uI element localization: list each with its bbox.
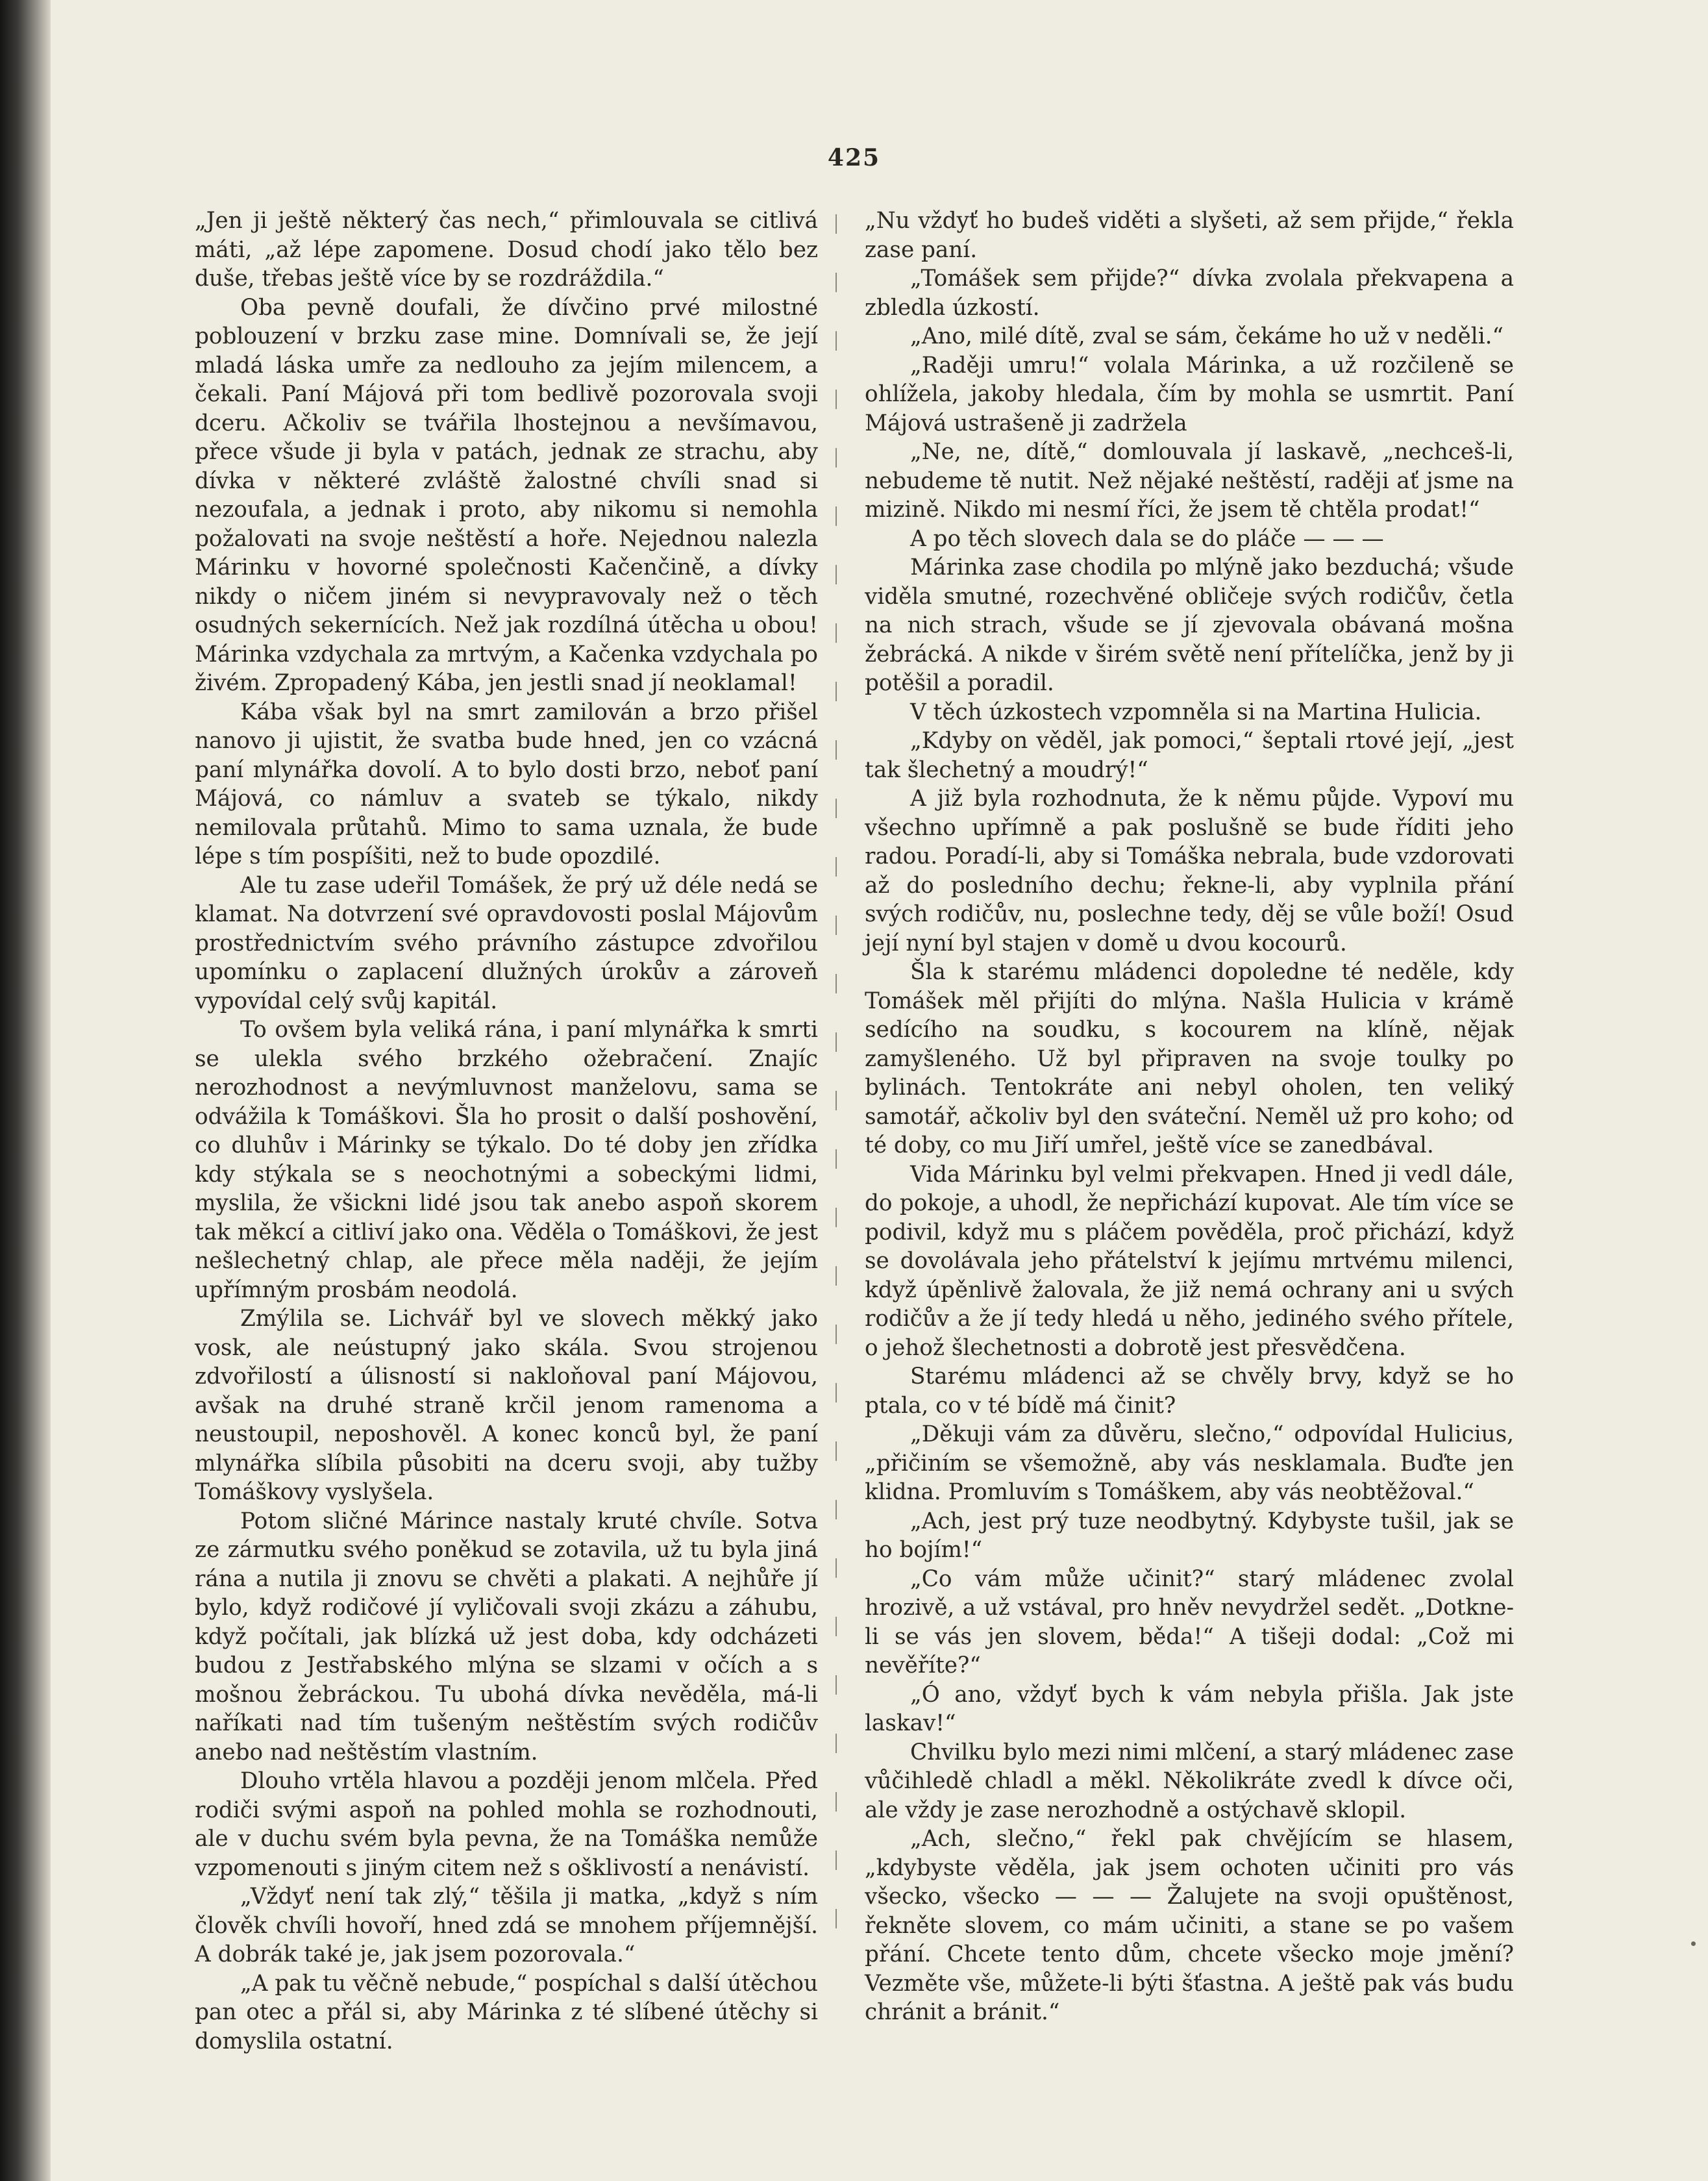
column-divider xyxy=(835,214,837,1935)
paper-speck xyxy=(1691,1941,1696,1946)
paragraph: Starému mládenci až se chvěly brvy, když se ho ptala, co v té bídě má činit? xyxy=(865,1364,1514,1419)
paragraph: „Nu vždyť ho budeš viděti a slyšeti, až sem přijde,“ řekla zase paní. xyxy=(865,208,1514,263)
right-column xyxy=(865,206,1514,2027)
paragraph: Šla k starému mládenci dopoledne té neděle, kdy Tomášek měl přijíti do mlýna. Našla Hulicia v krámě sedícího na soudku, s kocourem na klíně, nějak zamyšleného. Už byl připraven na svoje toulky po bylinách. Tentokráte ani nebyl oholen, ten veliký samotář, ačkoliv byl den sváteční. Neměl už pro koho; od té doby, co mu Jiří umřel, ještě více se zanedbával. xyxy=(865,959,1514,1158)
paragraph: Dlouho vrtěla hlavou a později jenom mlčela. Před rodiči svými aspoň na pohled mohla se rozhodnouti, ale v duchu svém byla pevna, že na Tomáška nemůže vzpomenouti s jiným citem než s ošklivostí a nenávistí. xyxy=(195,1768,818,1881)
paragraph: Oba pevně doufali, že dívčino prvé milostné poblouzení v brzku zase mine. Domnívali se, že její mladá láska umře za nedlouho za jejím milencem, a čekali. Paní Májová při tom bedlivě pozorovala svoji dceru. Ačkoliv se tvářila lhostejnou a nevšímavou, přece všude ji byla v patách, jednak ze strachu, aby dívka v některé zvláště žalostné chvíli snad si nezoufala, a jednak i proto, aby nikomu si nemohla požalovati na svoje neštěstí a hoře. Nejednou nalezla Márinku v hovorné společnosti Kačenčině, a dívky nikdy o ničem jiném si nevypravovaly než o těch osudných sekernících. Než jak rozdílná útěcha u obou! Márinka vzdychala za mrtvým, a Kačenka vzdychala po živém. Zpropadený Kába, jen jestli snad jí neoklamal! xyxy=(195,294,818,696)
paragraph: „Vždyť není tak zlý,“ těšila ji matka, „když s ním člověk chvíli hovoří, hned zdá se mnohem příjemnější. A dobrák také je, jak jsem pozorovala.“ xyxy=(195,1884,818,1967)
paragraph: „Kdyby on věděl, jak pomoci,“ šeptali rtové její, „jest tak šlechetný a moudrý!“ xyxy=(865,728,1514,783)
paragraph: To ovšem byla veliká rána, i paní mlynářka k smrti se ulekla svého brzkého ožebračení. Znajíc nerozhodnost a nevýmluvnost manželovu, sama se odvážila k Tomáškovi. Šla ho prosit o další poshovění, co dluhův i Márinky se týkalo. Do té doby jen zřídka kdy stýkala se s neochotnými a sobeckými lidmi, myslila, že všickni lidé jsou tak anebo aspoň skorem tak měkcí a citliví jako ona. Věděla o Tomáškovi, že jest nešlechetný chlap, ale přece měla naději, že jejím upřímným prosbám neodolá. xyxy=(195,1017,818,1303)
paragraph: „Tomášek sem přijde?“ dívka zvolala překvapena a zbledla úzkostí. xyxy=(865,266,1514,321)
paragraph: „Ano, milé dítě, zval se sám, čekáme ho už v neděli.“ xyxy=(910,323,1504,349)
left-column xyxy=(195,206,818,2056)
paragraph: Potom sličné Márince nastaly kruté chvíle. Sotva ze zármutku svého poněkud se zotavila, už tu byla jiná rána a nutila ji znovu se chvěti a plakati. A nejhůře jí bylo, když rodičové jí vyličovali svoji zkázu a záhubu, když počítali, jak blízká už jest doba, kdy odcházeti budou z Jestřabského mlýna se slzami v očích a s mošnou žebráckou. Tu ubohá dívka nevěděla, má-li naříkati nad tím tušeným neštěstím svých rodičův anebo nad neštěstím vlastním. xyxy=(195,1508,818,1765)
paragraph: Márinka zase chodila po mlýně jako bezduchá; všude viděla smutné, rozechvěné obličeje svých rodičův, četla na nich strach, všude se jí zjevovala obávaná mošna žebrácká. A nikde v širém světě není přítelíčka, jenž by ji potěšil a poradil. xyxy=(865,555,1514,696)
page-number: 425 xyxy=(827,144,881,171)
paragraph: „Ó ano, vždyť bych k vám nebyla přišla. Jak jste laskav!“ xyxy=(865,1681,1514,1736)
paragraph: „Raději umru!“ volala Márinka, a už rozčileně se ohlížela, jakoby hledala, čím by mohla se usmrtit. Paní Májová ustrašeně ji zadržela xyxy=(865,352,1514,436)
paragraph: A již byla rozhodnuta, že k němu půjde. Vypoví mu všechno upřímně a pak poslušně se bude říditi jeho radou. Poradí-li, aby si Tomáška nebrala, bude vzdorovati až do posledního dechu; řekne-li, aby vyplnila přání svých rodičův, nu, poslechne tedy, děj se vůle boží! Osud její nyní byl stajen v domě u dvou kocourů. xyxy=(865,786,1514,956)
paragraph: „Ach, slečno,“ řekl pak chvějícím se hlasem, „kdybyste věděla, jak jsem ochoten učiniti pro vás všecko, všecko — — — Žalujete na svoji opuštěnost, řekněte slovem, co mám učiniti, a stane se po vašem přání. Chcete tento dům, chcete všecko moje jmění? Vezměte vše, můžete-li býti šťastna. A ještě pak vás budu chránit a bránit.“ xyxy=(865,1826,1514,2025)
paragraph: „Co vám může učinit?“ starý mládenec zvolal hrozivě, a už vstával, pro hněv nevydržel sedět. „Dotkne-li se vás jen slovem, běda!“ A tišeji dodal: „Což mi nevěříte?“ xyxy=(865,1565,1514,1678)
paragraph: „Děkuji vám za důvěru, slečno,“ odpovídal Hulicius, „přičiním se všemožně, aby vás nesklamala. Buďte jen klidna. Promluvím s Tomáškem, aby vás neobtěžoval.“ xyxy=(865,1421,1514,1505)
paragraph: Vida Márinku byl velmi překvapen. Hned ji vedl dále, do pokoje, a uhodl, že nepřichází kupovat. Ale tím více se podivil, když mu s pláčem pověděla, proč přichází, když se dovolávala jeho přátelství k jejímu mrtvému milenci, když úpěnlivě žalovala, že již nemá ochrany ani u svých rodičův a že jí tedy hledá u něho, jediného svého přítele, o jehož šlechetnosti a dobrotě jest přesvědčena. xyxy=(865,1161,1514,1361)
paragraph: „Jen ji ještě některý čas nech,“ přimlouvala se citlivá máti, „až lépe zapomene. Dosud chodí jako tělo bez duše, třebas ještě více by se rozdráždila.“ xyxy=(195,208,818,292)
paragraph: „Ach, jest prý tuze neodbytný. Kdybyste tušil, jak se ho bojím!“ xyxy=(865,1508,1514,1563)
paragraph: Kába však byl na smrt zamilován a brzo přišel nanovo ji ujistit, že svatba bude hned, jen co vzácná paní mlynářka dovolí. A to bylo dosti brzo, neboť paní Májová, co námluv a svateb se týkalo, nikdy nemilovala průtahů. Mimo to sama uznala, že bude lépe s tím pospíšiti, než to bude opozdilé. xyxy=(195,699,818,869)
paragraph: Chvilku bylo mezi nimi mlčení, a starý mládenec zase vůčihledě chladl a měkl. Několikráte zvedl k dívce oči, ale vždy je zase nerozhodně a ostýchavě sklopil. xyxy=(865,1739,1514,1823)
paragraph: Ale tu zase udeřil Tomášek, že prý už déle nedá se klamat. Na dotvrzení své opravdovosti poslal Májovům prostřednictvím svého právního zástupce zdvořilou upomínku o zaplacení dlužných úrokův a zároveň vypovídal celý svůj kapitál. xyxy=(195,872,818,1014)
paragraph: A po těch slovech dala se do pláče — — — xyxy=(910,525,1384,552)
paragraph: „A pak tu věčně nebude,“ pospíchal s další útěchou pan otec a přál si, aby Márinka z té slíbené útěchy si domyslila ostatní. xyxy=(195,1970,818,2054)
book-spine-shadow xyxy=(0,0,51,2181)
paragraph: Zmýlila se. Lichvář byl ve slovech měkký jako vosk, ale neústupný jako skála. Svou strojenou zdvořilostí a úlisností si nakloňoval paní Májovou, avšak na druhé straně krčil jenom ramenoma a neustoupil, neposhověl. A konec konců byl, že paní mlynářka slíbila působiti na dceru svoji, aby tužby Tomáškovy vyslyšela. xyxy=(195,1306,818,1505)
paragraph: V těch úzkostech vzpomněla si na Martina Hulicia. xyxy=(910,699,1482,725)
paragraph: „Ne, ne, dítě,“ domlouvala jí laskavě, „nechceš-li, nebudeme tě nutit. Než nějaké neštěstí, raději ať jsme na mizině. Nikdo mi nesmí říci, že jsem tě chtěla prodat!“ xyxy=(865,439,1514,523)
